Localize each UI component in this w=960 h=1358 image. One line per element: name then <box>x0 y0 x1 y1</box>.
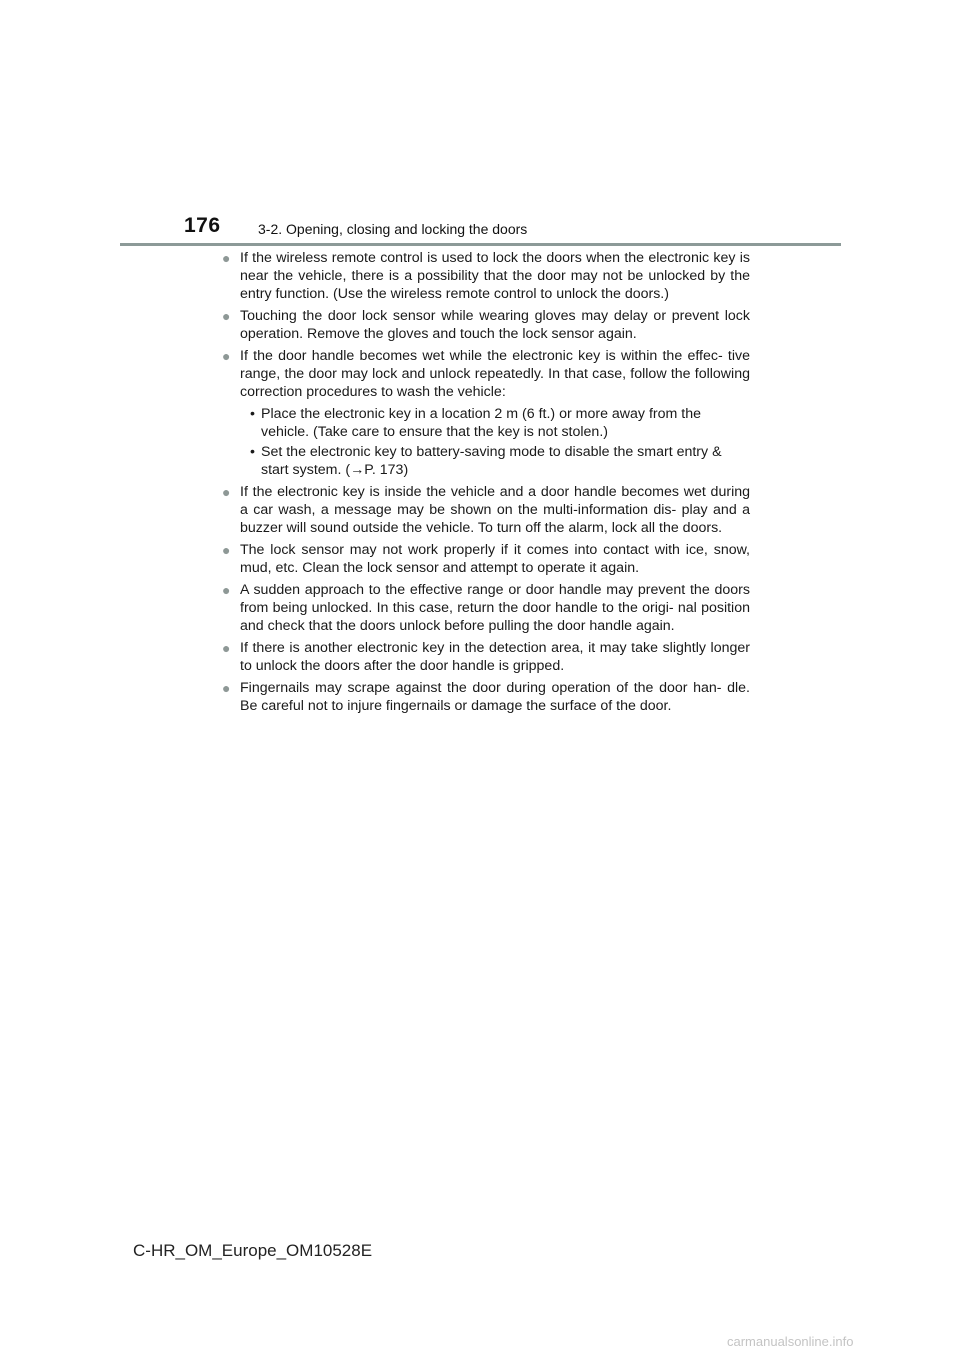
list-item-text: The lock sensor may not work properly if it comes into contact with ice, snow, mud, etc. Clean the lock sensor and attempt to operate it again. <box>240 542 750 576</box>
note-list <box>222 249 750 719</box>
bullet-icon: ● <box>222 542 231 558</box>
bullet-icon: ● <box>222 308 231 324</box>
bullet-icon: ● <box>222 640 231 656</box>
list-item <box>222 347 750 401</box>
section-title: 3-2. Opening, closing and locking the doors <box>258 221 528 237</box>
bullet-icon: ● <box>222 582 231 598</box>
sub-bullet-icon: • <box>250 444 255 460</box>
list-item <box>222 483 750 537</box>
list-item-text: Touching the door lock sensor while wearing gloves may delay or prevent lock operation. Remove the gloves and touch the lock sensor again. <box>240 308 750 342</box>
watermark: carmanualsonline.info <box>727 1334 854 1349</box>
list-item <box>222 679 750 715</box>
document-code: C-HR_OM_Europe_OM10528E <box>133 1241 373 1260</box>
list-item-text: Fingernails may scrape against the door during operation of the door han- dle. Be careful not to injure fingernails or damage the surface of the door. <box>240 680 750 714</box>
sub-list-item-text: Place the electronic key in a location 2 m (6 ft.) or more away from the vehicle. (Take care to ensure that the key is not stolen.) <box>261 406 701 440</box>
list-item <box>222 249 750 303</box>
list-item <box>222 307 750 343</box>
bullet-icon: ● <box>222 484 231 500</box>
bullet-icon: ● <box>222 348 231 364</box>
bullet-icon: ● <box>222 250 231 266</box>
list-item-text: If the wireless remote control is used to lock the doors when the electronic key is near the vehicle, there is a possibility that the door may not be unlocked by the entry function. (Use the wireless remote control to unlock the doors.) <box>240 250 750 302</box>
sub-list-item-text: Set the electronic key to battery-saving mode to disable the smart entry & start system. (→P. 173) <box>261 444 722 478</box>
list-item-text: A sudden approach to the effective range or door handle may prevent the doors from being unlocked. In this case, return the door handle to the origi- nal position and check that the doors unlock before pulling the door handle again. <box>240 582 750 634</box>
sub-bullet-icon: • <box>250 406 255 422</box>
list-item-text: If the door handle becomes wet while the electronic key is within the effec- tive range, the door may lock and unlock repeatedly. In that case, follow the following correction procedures to wash the vehicle: <box>240 348 750 400</box>
bullet-icon: ● <box>222 680 231 696</box>
list-item <box>222 581 750 635</box>
list-item-text: If the electronic key is inside the vehicle and a door handle becomes wet during a car wash, a message may be shown on the multi-information dis- play and a buzzer will sound outside the vehicle. To turn off the alarm, lock all the doors. <box>240 484 750 536</box>
page-number: 176 <box>184 214 221 237</box>
list-item <box>222 541 750 577</box>
list-item-text: If there is another electronic key in the detection area, it may take slightly longer to unlock the doors after the door handle is gripped. <box>240 640 750 674</box>
sub-list <box>222 405 750 479</box>
sub-list-item <box>222 405 750 441</box>
list-item <box>222 639 750 675</box>
sub-list-item <box>222 443 750 479</box>
header-rule <box>120 243 841 246</box>
